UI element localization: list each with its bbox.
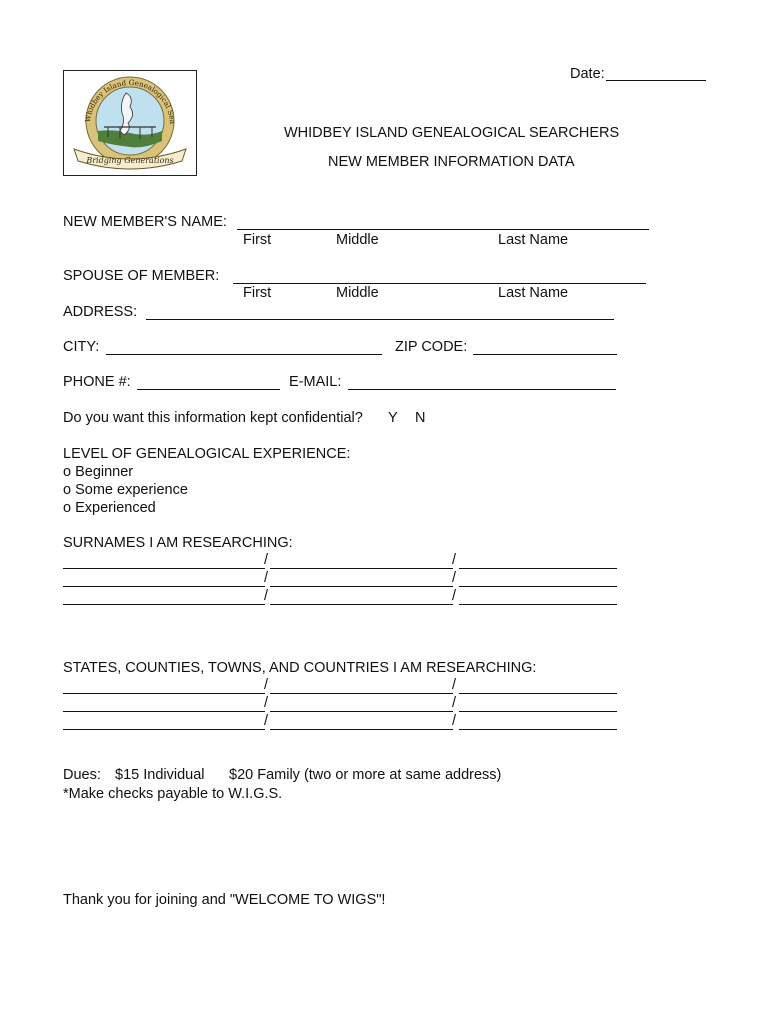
spouse-last-caption: Last Name [498,285,569,301]
closing-message: Thank you for joining and "WELCOME TO WIGS"! [63,892,386,908]
places-heading: STATES, COUNTIES, TOWNS, AND COUNTRIES I AM RESEARCHING: [63,660,537,676]
separator: / [452,713,457,729]
place-field[interactable] [270,693,453,694]
experience-option-beginner[interactable]: o Beginner [63,464,134,480]
surnames-heading: SURNAMES I AM RESEARCHING: [63,535,293,551]
surname-field[interactable] [63,604,265,605]
member-name-field[interactable] [237,229,649,230]
address-field[interactable] [146,319,614,320]
separator: / [264,570,269,586]
confidential-yes[interactable]: Y [388,410,398,426]
form-title: NEW MEMBER INFORMATION DATA [328,154,575,170]
place-field[interactable] [459,711,617,712]
spouse-first-caption: First [243,285,272,301]
separator: / [452,588,457,604]
separator: / [264,713,269,729]
logo-ring-text: Whidbey Island Genealogical Sea [82,77,178,125]
phone-label: PHONE #: [63,374,131,390]
zip-field[interactable] [473,354,617,355]
place-field[interactable] [270,729,453,730]
org-title: WHIDBEY ISLAND GENEALOGICAL SEARCHERS [284,125,620,141]
place-field[interactable] [63,693,265,694]
spouse-middle-caption: Middle [336,285,379,301]
place-field[interactable] [459,693,617,694]
dues-individual: $15 Individual [115,767,205,783]
separator: / [264,588,269,604]
spouse-name-field[interactable] [233,283,646,284]
dues-family: $20 Family (two or more at same address) [229,767,502,783]
zip-label: ZIP CODE: [395,339,468,355]
separator: / [452,677,457,693]
separator: / [264,552,269,568]
place-field[interactable] [459,729,617,730]
dues-note: *Make checks payable to W.I.G.S. [63,786,283,802]
experience-option-experienced[interactable]: o Experienced [63,500,156,516]
place-field[interactable] [270,711,453,712]
separator: / [452,695,457,711]
logo-frame [63,70,197,176]
surname-field[interactable] [270,586,453,587]
address-label: ADDRESS: [63,304,138,320]
date-label: Date: [570,66,605,82]
email-label: E-MAIL: [289,374,342,390]
place-field[interactable] [63,729,265,730]
phone-field[interactable] [137,389,280,390]
member-last-caption: Last Name [498,232,569,248]
experience-heading: LEVEL OF GENEALOGICAL EXPERIENCE: [63,446,351,462]
surname-field[interactable] [459,586,617,587]
separator: / [264,677,269,693]
experience-option-some[interactable]: o Some experience [63,482,188,498]
dues-label: Dues: [63,767,101,783]
city-label: CITY: [63,339,100,355]
confidential-question: Do you want this information kept confidential? [63,410,363,426]
separator: / [452,552,457,568]
separator: / [452,570,457,586]
city-field[interactable] [106,354,382,355]
separator: / [264,695,269,711]
date-field[interactable] [606,80,706,81]
logo-banner-text: Bridging Generations [86,156,174,165]
email-field[interactable] [348,389,616,390]
surname-field[interactable] [459,568,617,569]
member-name-label: NEW MEMBER'S NAME: [63,214,227,230]
surname-field[interactable] [63,568,265,569]
surname-field[interactable] [63,586,265,587]
spouse-label: SPOUSE OF MEMBER: [63,268,220,284]
surname-field[interactable] [270,568,453,569]
member-first-caption: First [243,232,272,248]
surname-field[interactable] [459,604,617,605]
surname-field[interactable] [270,604,453,605]
place-field[interactable] [63,711,265,712]
confidential-no[interactable]: N [415,410,426,426]
wigs-logo [64,71,196,175]
member-middle-caption: Middle [336,232,379,248]
